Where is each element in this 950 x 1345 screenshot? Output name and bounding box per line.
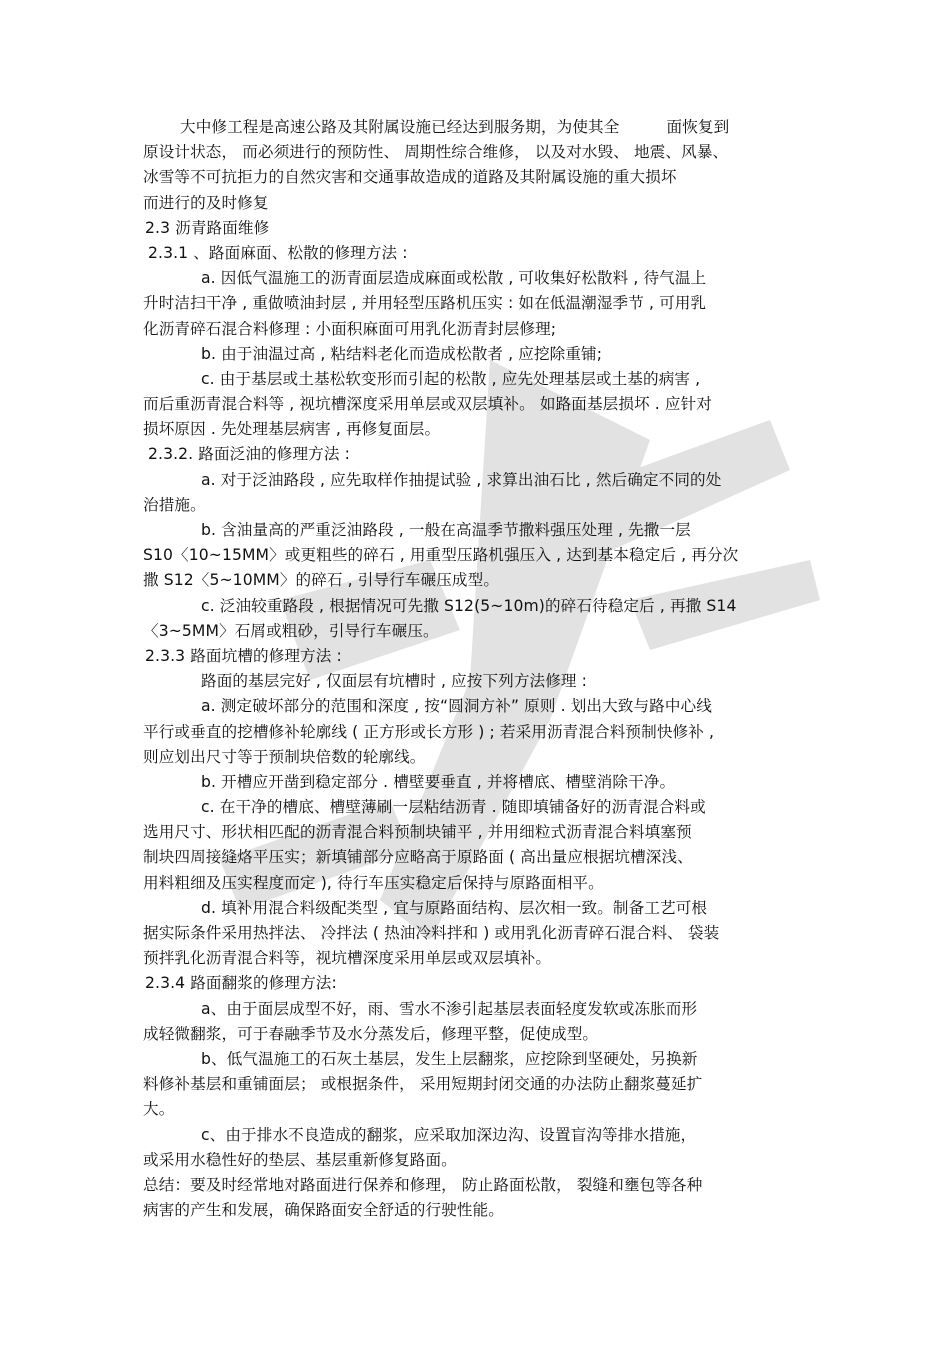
text-line: a. 对于泛油路段 , 应先取样作抽提试验 , 求算出油石比 , 然后确定不同的处: [201, 470, 722, 489]
text-line: 2.3.1 、路面麻面、松散的修理方法 :: [148, 243, 408, 262]
text-line: d. 填补用混合料级配类型 , 宜与原路面结构、层次相一致。制备工艺可根: [201, 898, 708, 917]
text-line: b、低气温施工的石灰土基层，发生上层翻浆，应挖除到坚硬处，另换新: [201, 1049, 698, 1068]
text-line: 病害的产生和发展，确保路面安全舒适的行驶性能。: [143, 1201, 504, 1220]
text-line: 〈3~5MM〉石屑或粗砂，引导行车碾压。: [143, 621, 439, 640]
text-line: 制块四周接缝烙平压实；新填铺部分应略高于原路面 ( 高出量应根据坑槽深浅、: [143, 848, 693, 867]
text-line: 2.3.2. 路面泛油的修理方法 :: [148, 445, 350, 464]
text-line: 选用尺寸、形状相匹配的沥青混合料预制块铺平 , 并用细粒式沥青混合料填塞预: [143, 823, 692, 842]
text-line: c. 在干净的槽底、槽壁薄刷一层粘结沥青 . 随即填铺备好的沥青混合料或: [201, 798, 706, 817]
text-line: c、由于排水不良造成的翻浆，应采取加深边沟、设置盲沟等排水措施，: [201, 1125, 697, 1144]
text-line: 2.3.4 路面翻浆的修理方法:: [145, 974, 337, 993]
text-line: 而后重沥青混合料等 , 视坑槽深度采用单层或双层填补。 如路面基层损坏 . 应针对: [143, 395, 712, 414]
text-line: 大。: [143, 1100, 175, 1119]
text-line: 治措施。: [143, 495, 206, 514]
text-line: 平行或垂直的挖槽修补轮廓线 ( 正方形或长方形 ) ; 若采用沥青混合料预制快修补 ,: [143, 722, 715, 741]
text-line: 大中修工程是高速公路及其附属设施已经达到服务期，为使其全 面恢复到: [180, 118, 730, 136]
text-line: 总结：要及时经常地对路面进行保养和修理， 防止路面松散， 裂缝和壅包等各种: [143, 1175, 703, 1194]
text-line: 撒 S12〈5~10MM〉的碎石 , 引导行车碾压成型。: [143, 571, 500, 590]
text-line: S10〈10~15MM〉或更粗些的碎石 , 用重型压路机强压入 , 达到基本稳定后 , 再分次: [143, 546, 739, 565]
text-line: a. 测定破坏部分的范围和深度 , 按“圆洞方补” 原则 . 划出大致与路中心线: [201, 697, 712, 716]
text-line: c. 泛油较重路段 , 根据情况可先撒 S12(5~10m)的碎石待稳定后 , 再撒 S14: [201, 596, 737, 615]
text-line: 升时洁扫干净 , 重做喷油封层 , 并用轻型压路机压实 : 如在低温潮湿季节 , 可用乳: [143, 294, 707, 313]
text-line: 用料粗细及压实程度而定 ), 待行车压实稳定后保持与原路面相平。: [143, 873, 604, 892]
text-line: 损坏原因 . 先处理基层病害 , 再修复面层。: [143, 420, 441, 439]
text-line: b. 由于油温过高 , 粘结料老化而造成松散者 , 应挖除重铺;: [201, 344, 603, 363]
text-line: 则应划出尺寸等于预制块倍数的轮廓线。: [143, 747, 426, 766]
text-line: 2.3 沥青路面维修: [145, 218, 270, 237]
text-line: b. 开槽应开凿到稳定部分 . 槽壁要垂直 , 并将槽底、槽壁消除干净。: [201, 772, 676, 791]
text-line: a. 因低气温施工的沥青面层造成麻面或松散 , 可收集好松散料 , 待气温上: [201, 269, 707, 288]
text-line: 路面的基层完好 , 仅面层有坑槽时 , 应按下列方法修理 :: [201, 672, 588, 691]
text-line: b. 含油量高的严重泛油路段 , 一般在高温季节撒料强压处理 , 先撒一层: [201, 521, 691, 539]
text-line: 料修补基层和重铺面层； 或根据条件， 采用短期封闭交通的办法防止翻浆蔓延扩: [143, 1075, 703, 1094]
text-line: c. 由于基层或土基松软变形而引起的松散 , 应先处理基层或土基的病害 ,: [201, 369, 701, 388]
text-line: 或采用水稳性好的垫层、基层重新修复路面。: [143, 1150, 457, 1169]
document-body: [143, 115, 823, 1223]
text-line: 据实际条件采用热拌法、 冷拌法 ( 热油冷料拌和 ) 或用乳化沥青碎石混合料、 袋装: [143, 924, 720, 942]
text-line: a、由于面层成型不好，雨、雪水不渗引起基层表面轻度发软或冻胀而形: [201, 999, 698, 1018]
text-line: 化沥青碎石混合料修理 : 小面积麻面可用乳化沥青封层修理;: [143, 319, 557, 338]
text-line: 成轻微翻浆，可于春融季节及水分蒸发后，修理平整，促使成型。: [143, 1024, 599, 1043]
text-line: 原设计状态， 而必须进行的预防性、 周期性综合维修， 以及对水毁、 地震、风暴、: [143, 143, 729, 162]
text-line: 预拌乳化沥青混合料等，视坑槽深度采用单层或双层填补。: [143, 949, 552, 968]
text-line: 2.3.3 路面坑槽的修理方法 :: [145, 646, 342, 665]
text-line: 而进行的及时修复: [143, 193, 269, 212]
text-line: 冰雪等不可抗拒力的自然灾害和交通事故造成的道路及其附属设施的重大损坏: [143, 168, 677, 187]
